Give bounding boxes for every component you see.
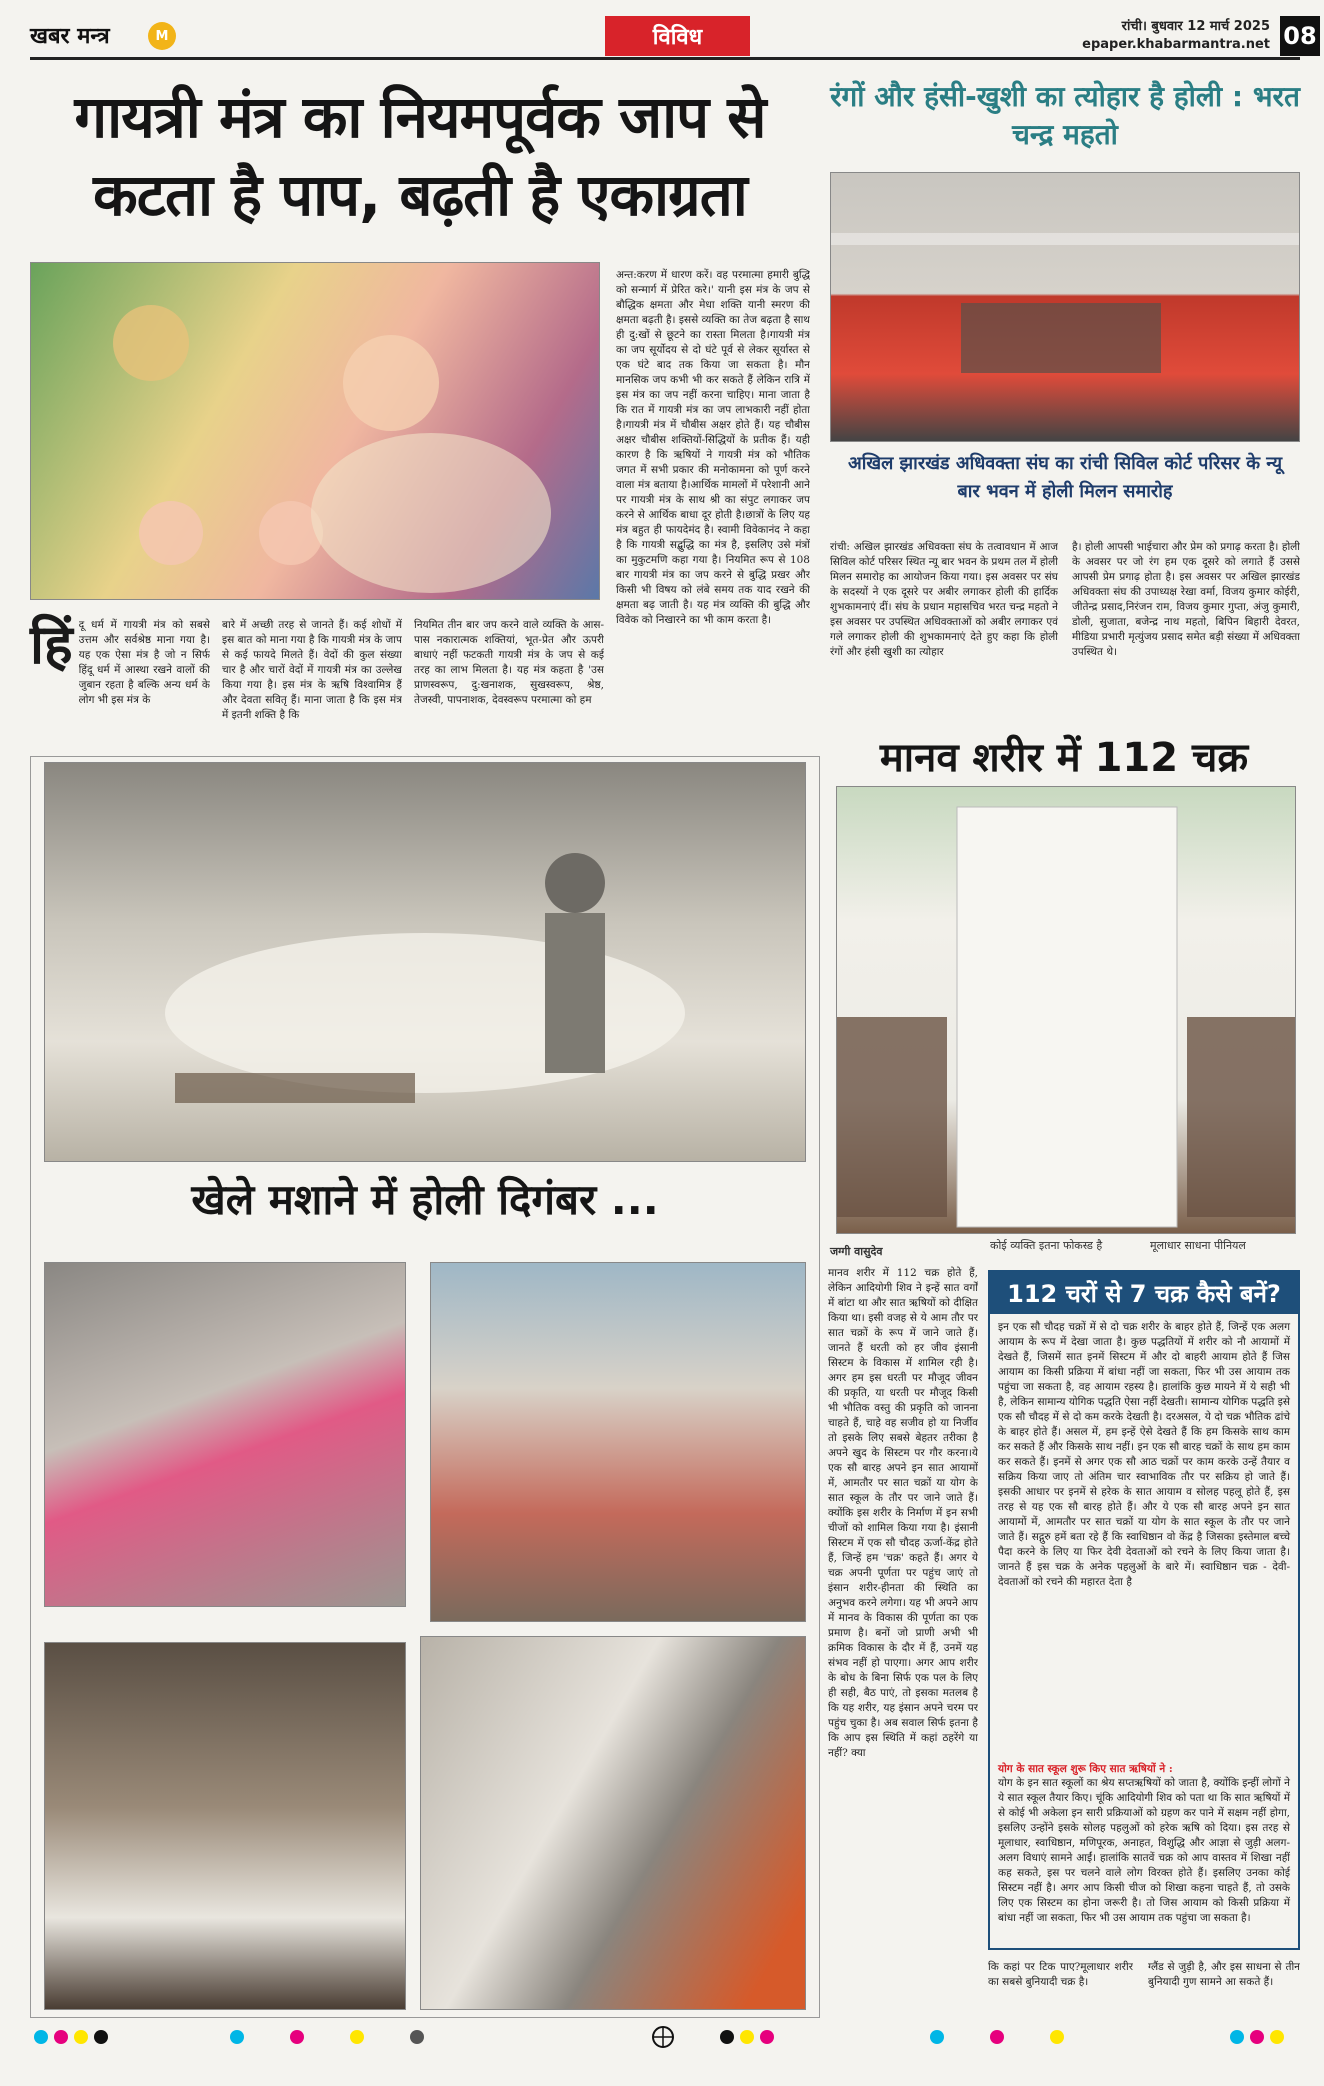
cyan-dot bbox=[1230, 2030, 1244, 2044]
holi-photo-caption: अखिल झारखंड अधिवक्ता संघ का रांची सिविल कोर्ट परिसर के न्यू बार भवन में होली मिलन समारोह bbox=[847, 453, 1283, 502]
section-tag: विविध bbox=[605, 16, 750, 56]
page-number: 08 bbox=[1280, 16, 1320, 56]
dateline bbox=[980, 18, 1270, 54]
masan-photo-1 bbox=[44, 1262, 406, 1607]
masan-photo-4 bbox=[420, 1636, 806, 2010]
chakra-box-title: 112 चरों से 7 चक्र कैसे बनें? bbox=[990, 1272, 1298, 1314]
magenta-dot bbox=[290, 2030, 304, 2044]
chakra-text-col3-tail: ग्लैंड से जुड़ी है, और इस साधना से तीन बुनियादी गुण सामने आ सकते हैं। bbox=[1148, 1961, 1300, 1988]
chakra-text-col2-tail: कि कहां पर टिक पाए?मूलाधार शरीर का सबसे बुनियादी चक्र है। bbox=[988, 1961, 1133, 1988]
chakra-box-body2: योग के इन सात स्कूलों का श्रेय सप्तऋषियों को जाता है, क्योंकि इन्हीं लोगों ने ये सात स्कूल तैयार किए। चूंकि आदियोगी शिव को पता था कि सात ऋषियों में से कोई भी अकेला इन सारी प्रक्रियाओं को ग्रहण कर पाने में सक्षम नहीं होगा, इसलिए उन्होंने इसके सोलह पहलुओं को हरेक ऋषि को दिया। इस तरह से मूलाधार, स्वाधिष्ठान, मणिपूरक, अनाहत, विशुद्धि और आज्ञा से जुड़ी अलग-अलग विधाएं सामने आईं। हालांकि सातवें चक्र को आप वास्तव में शिखा नहीं कह सकते, इस पर चलने वाले लोग विरक्त होते हैं। इसलिए उनका कोई सिस्टम नहीं है। अगर आप किसी चीज को शिखा कहना चाहते हैं, तो उसके लिए एक सिस्टम का होना जरूरी है। तो जिस आयाम को किसी प्रक्रिया में बांधा नहीं जा सकता, फिर भी उस आयाम तक पहुंचा जा सकता है। bbox=[998, 1777, 1290, 1924]
chakra-headline: मानव शरीर में 112 चक्र bbox=[879, 735, 1249, 781]
gate-pillar-icon bbox=[837, 787, 1296, 1234]
black-dot bbox=[410, 2030, 424, 2044]
masan-holi-main-photo bbox=[44, 762, 806, 1162]
crosshair-icon bbox=[652, 2026, 674, 2048]
chakra-caption-right: मूलाधार साधना पीनियल bbox=[1150, 1239, 1246, 1252]
gayatri-photo bbox=[30, 262, 600, 600]
masan-photo-3 bbox=[44, 1642, 406, 2010]
lead-column-1 bbox=[30, 613, 210, 738]
lead-text-col2: बारे में अच्छी तरह से जानते हैं। कई शोधों में इस बात को माना गया है कि गायत्री मंत्र के जाप से कई फायदे मिलते हैं। वेदों की कुल संख्या चार है और चारों वेदों में गायत्री मंत्र का उल्लेख किया गया है। इस मंत्र के ऋषि विश्वामित्र हैं और देवता सवितृ हैं। माना जाता है कि इस मंत्र में इतनी शक्ति है कि bbox=[222, 619, 402, 721]
black-dot bbox=[720, 2030, 734, 2044]
brand-name[interactable]: खबर मन्त्र bbox=[30, 24, 110, 49]
chakra-sidebar-box bbox=[988, 1270, 1300, 1950]
brand-logo-icon: M bbox=[148, 22, 176, 50]
yellow-dot bbox=[1050, 2030, 1064, 2044]
magenta-dot bbox=[54, 2030, 68, 2044]
group-people-icon bbox=[831, 173, 1300, 442]
chakra-text-col1: मानव शरीर में 112 चक्र होते हैं, लेकिन आदियोगी शिव ने इन्हें सात वर्गों में बांटा था और सात ऋषियों को दीक्षित किया था। इसी वजह से ये आम तौर पर सात चक्रों के रूप में जाने जाते हैं। जानते हैं धरती को हर जीव इंसानी सिस्टम के विकास में शामिल रही है।अगर हम इस धरती पर मौजूद जीवन की प्रकृति, या धरती पर मौजूद किसी भी भौतिक वस्तु की प्रकृति को जानना चाहते हैं, चाहे वह सजीव हो या निर्जीव तो इसके लिए सबसे बेहतर तरीका है अपने खुद के सिस्टम पर गौर करना।ये एक सौ बारह अपने इन सात आयामों में, आमतौर पर सात चक्रों या योग के सात स्कूल के तौर पर जाने जाते हैं। क्योंकि इस शरीर के निर्माण में इन सभी चीजों को शामिल किया गया है। इंसानी सिस्टम में एक सौ चौदह ऊर्जा-केंद्र होते हैं, जिन्हें हम 'चक्र' कहते हैं। अगर ये चक्र अपनी पूर्णता पर पहुंच जाएं तो इंसान शरीर-हीनता की स्थिति का अनुभव करने लगेगा। यह भी अपने आप में मानव के विकास की पूर्णता का एक प्रमाण है। बनों जो प्राणी अभी भी क्रमिक विकास के दौर में हैं, उनमें यह संभव नहीं हो पाएगा। अगर आप शरीर के बोध के बिना सिर्फ एक पल के लिए ही सही, बैठ पाएं, तो इसका मतलब है कि यह शरीर, यह इंसान अपने चरम पर पहुंच चुका है। अब सवाल सिर्फ इतना है कि आप इस स्थिति में कहां ठहरेंगे या नहीं? क्या bbox=[828, 1267, 978, 1759]
holi-headline: रंगों और हंसी-खुशी का त्योहार है होली : भरत चन्द्र महतो bbox=[830, 80, 1300, 151]
yellow-dot bbox=[350, 2030, 364, 2044]
magenta-dot bbox=[760, 2030, 774, 2044]
chakra-box-body: इन एक सौ चौदह चक्रों में से दो चक्र शरीर के बाहर होते हैं, जिन्हें एक अलग आयाम के रूप में देखा जाता है। कुछ पद्धतियों में शरीर को नौ आयामों में देखते हैं, जिसमें सात इनमें सिस्टम में और दो बाहरी आयाम होते हैं जिस आयाम का किसी प्रक्रिया में बांधा नहीं जा सकता, फिर भी उस आयाम तक पहुंचा जा सकता है, वह आयाम रहस्य है। हालांकि कुछ मायने में ये सही भी है, लेकिन सामान्य योगिक पद्धति ऐसा नहीं देखती। सामान्य योगिक पद्धति इसे एक सौ चौदह में से दो कम करके देखती है। दरअसल, ये दो चक्र भौतिक ढांचे के बाहर होते हैं। असल में, हम इन्हें ऐसे देखते हैं कि हम किसके साथ काम कर सकते हैं और किसके साथ नहीं। इन एक सौ बारह चक्रों के साथ हम काम कर सकते हैं। इनमें से अगर एक सौ आठ चक्रों पर काम करके उन्हें तैयार व सक्रिय किया जाए तो अंतिम चार स्वाभाविक तौर पर सक्रिय हो जाते हैं। इसकी आधार पर इनमें से हरेक के सात आयाम व सोलह पहलू होते हैं, इस तरह से यह एक सौ बारह होते हैं। और ये एक सौ बारह अपने इन सात आयामों में, आमतौर पर सात चक्रों या योग के सात स्कूल के तौर पर जाने जाते हैं। सद्गुरु हमें बता रहे हैं कि स्वाधिष्ठान वो केंद्र है जिसका इस्तेमाल बच्चे पैदा करने के लिए या फिर देवी देवताओं को रचने के लिए किया जाता है। जानते हैं इस चक्र के अनेक पहलुओं के बारे में। स्वाधिष्ठान चक्र - देवी-देवताओं को रचने की महारत देता है bbox=[998, 1321, 1290, 1588]
yellow-dot bbox=[740, 2030, 754, 2044]
cyan-dot bbox=[230, 2030, 244, 2044]
chakra-caption-left: कोई व्यक्ति इतना फोकस्ड है bbox=[990, 1239, 1103, 1252]
masan-photo-2 bbox=[430, 1262, 806, 1622]
magenta-dot bbox=[990, 2030, 1004, 2044]
cyan-dot bbox=[930, 2030, 944, 2044]
issue-date: रांची। बुधवार 12 मार्च 2025 bbox=[1121, 19, 1270, 34]
chakra-byline: जग्गी वासुदेव bbox=[830, 1245, 883, 1258]
lead-headline: गायत्री मंत्र का नियमपूर्वक जाप से कटता है पाप, बढ़ती है एकाग्रता bbox=[74, 83, 766, 229]
epaper-url[interactable]: epaper.khabarmantra.net bbox=[1082, 37, 1270, 52]
holi-text-col1: रांची: अखिल झारखंड अधिवक्ता संघ के तत्वावधान में आज सिविल कोर्ट परिसर स्थित न्यू बार भवन के प्रथम तल में होली मिलन समारोह का आयोजन किया गया। इस अवसर पर संघ के सदस्यों ने एक दूसरे पर अबीर लगाकर होली की हार्दिक शुभकामनाएं दीं। संघ के प्रधान महासचिव भरत चन्द्र महतो ने इस अवसर पर उपस्थित अधिवक्ताओं को अबीर लगाकर एवं गले लगाकर होली की शुभकामनाएं देते हुए कहा कि होली रंगों और हंसी खुशी का त्योहार bbox=[830, 541, 1058, 658]
advocates-group-photo bbox=[830, 172, 1300, 442]
lead-text-col3: नियमित तीन बार जप करने वाले व्यक्ति के आस-पास नकारात्मक शक्तियां, भूत-प्रेत और ऊपरी बाधाएं नहीं फटकती गायत्री मंत्र के जप से कई तरह का लाभ मिलता है। यह मंत्र कहता है 'उस प्राणस्वरूप, दु:खनाशक, सुखस्वरूप, श्रेष्ठ, तेजस्वी, पापनाशक, देवस्वरूप परमात्मा को हम bbox=[414, 619, 604, 706]
yellow-dot bbox=[1270, 2030, 1284, 2044]
holi-text-col2: है। होली आपसी भाईचारा और प्रेम को प्रगाढ़ करता है। होली के अवसर पर जो रंग हम एक दूसरे को लगाते हैं उससे आपसी प्रेम प्रगाढ़ होता है। इस अवसर पर अखिल झारखंड अधिवक्ता संघ की उपाध्यक्ष रेखा वर्मा, विजय कुमार कोईरी, जीतेन्द्र प्रसाद,निरंजन राम, विजय कुमार गुप्ता, अंजु कुमारी, डोली, सुजाता, बजेन्द्र नाथ महतो, बिपिन बिहारी देवरत, मीडिया प्रभारी मृत्युंजय प्रसाद समेत बड़ी संख्या में अधिवक्ता उपस्थित थे। bbox=[1072, 541, 1300, 658]
crowd-ash-icon bbox=[45, 763, 806, 1162]
masthead bbox=[30, 16, 1317, 60]
color-registration-bar bbox=[30, 2026, 1300, 2048]
deity-illustration-icon bbox=[31, 263, 600, 600]
chakra-box-subhead: योग के सात स्कूल शुरू किए सात ऋषियों ने : bbox=[998, 1763, 1173, 1775]
yellow-dot bbox=[74, 2030, 88, 2044]
lead-text-col4: अन्त:करण में धारण करें। वह परमात्मा हमारी बुद्धि को सन्मार्ग में प्रेरित करे।' यानी इस मंत्र के जप से बौद्धिक क्षमता और मेधा शक्ति यानी स्मरण की क्षमता बढ़ती है। इससे व्यक्ति का तेज बढ़ता है साथ ही दु:खों से छूटने का रास्ता मिलता है।गायत्री मंत्र का जप सूर्योदय से दो घंटे पूर्व से लेकर सूर्यास्त से एक घंटे बाद तक किया जा सकता है। मौन मानसिक जप कभी भी कर सकते हैं लेकिन रात्रि में इस मंत्र का जप नहीं करना चाहिए। माना जाता है कि रात में गायत्री मंत्र का जप लाभकारी नहीं होता है।गायत्री मंत्र में चौबीस अक्षर होते हैं। यह चौबीस अक्षर चौबीस शक्तियों-सिद्धियों के प्रतीक हैं। यही कारण है कि ऋषियों ने गायत्री मंत्र को भौतिक जगत में सभी प्रकार की मनोकामना को पूर्ण करने वाला मंत्र बताया है।आर्थिक मामलों में परेशानी आने पर गायत्री मंत्र के साथ श्री का संपुट लगाकर जप करने से आर्थिक बाधा दूर होती है।छात्रों के लिए यह मंत्र बहुत ही फायदेमंद है। स्वामी विवेकानंद ने कहा है कि गायत्री सद्बुद्धि का मंत्र है, इसलिए उसे मंत्रों का मुकुटमणि कहा गया है। नियमित रूप से 108 बार गायत्री मंत्र का जप करने से बुद्धि प्रखर और किसी भी विषय को लंबे समय तक याद रखने की क्षमता बढ़ जाती है। यह मंत्र व्यक्ति की बुद्धि और विवेक को निखारने का भी काम करता है। bbox=[616, 269, 810, 626]
masan-holi-headline: खेले मशाने में होली दिगंबर ... bbox=[191, 1175, 659, 1224]
chakra-gate-photo bbox=[836, 786, 1296, 1234]
lead-text-col1: दू धर्म में गायत्री मंत्र को सबसे उत्तम और सर्वश्रेष्ठ माना गया है। यह एक ऐसा मंत्र है जो न सिर्फ हिंदू धर्म में आस्था रखने वालों की जुबान रहता है बल्कि अन्य धर्म के लोग भी इस मंत्र के bbox=[78, 619, 210, 706]
dropcap: हिं bbox=[30, 613, 73, 676]
magenta-dot bbox=[1250, 2030, 1264, 2044]
cyan-dot bbox=[34, 2030, 48, 2044]
black-dot bbox=[94, 2030, 108, 2044]
